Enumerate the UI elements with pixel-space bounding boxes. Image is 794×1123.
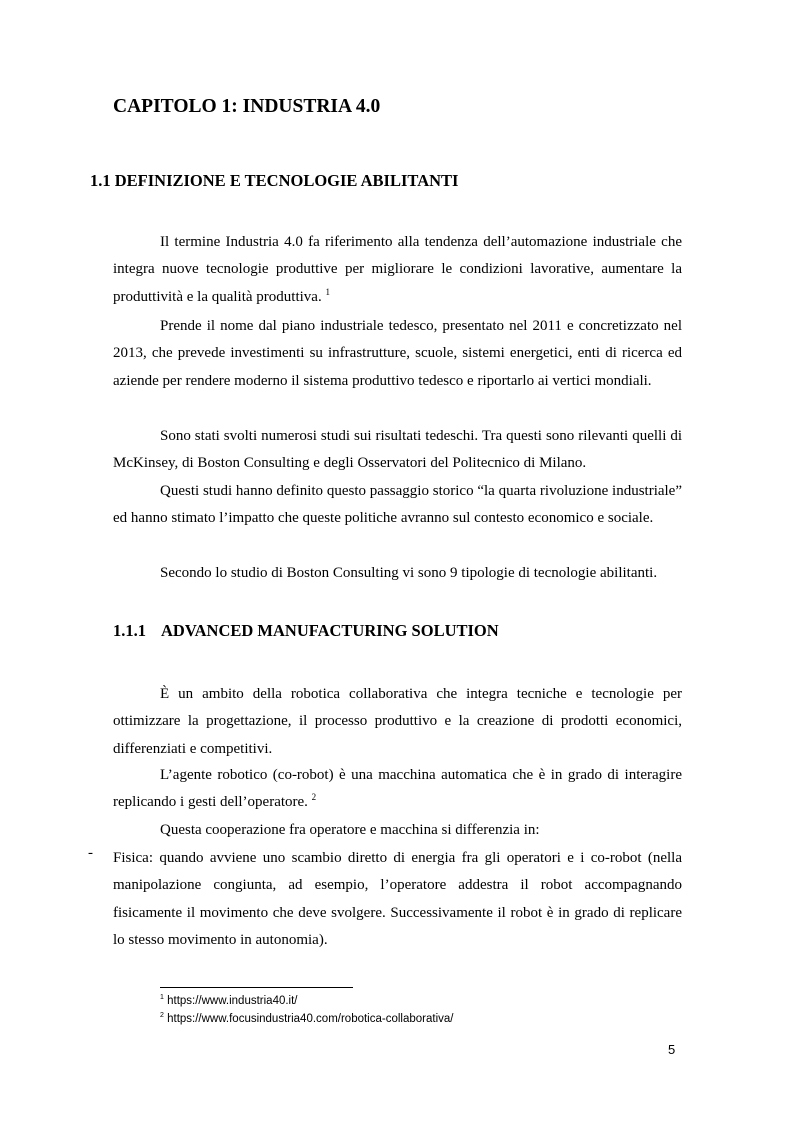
paragraph-text: Il termine Industria 4.0 fa riferimento alla tendenza dell’automazione industriale che integra nuove tecnologie produttive per migliorare le condizioni lavorative, aumentare la produttività e la qualità produttiva. xyxy=(113,234,682,305)
chapter-title: CAPITOLO 1: INDUSTRIA 4.0 xyxy=(113,96,381,117)
paragraph-co-robot xyxy=(113,762,682,817)
footnote-ref: 1 xyxy=(325,286,330,297)
footnote-2 xyxy=(160,1013,453,1025)
paragraph-origin: Prende il nome dal piano industriale tedesco, presentato nel 2011 e concretizzato nel 2013, che prevede investimenti su infrastrutture, scuole, sistemi energetici, enti di ricerca ed aziende per rendere moderno il sistema produttivo tedesco e riportarlo ai vertici mondiali. xyxy=(113,318,682,389)
section-title: 1.1 DEFINIZIONE E TECNOLOGIE ABILITANTI xyxy=(90,171,459,190)
subsection-title-text: ADVANCED MANUFACTURING SOLUTION xyxy=(161,621,499,640)
footnote-1 xyxy=(160,995,298,1007)
paragraph-robotics: È un ambito della robotica collaborativa che integra tecniche e tecnologie per ottimizzare la progettazione, il processo produttivo e la creazione di prodotti economici, differenziati e competitivi. xyxy=(113,686,682,757)
footnote-ref: 2 xyxy=(311,792,317,803)
paragraph-studies: Sono stati svolti numerosi studi sui risultati tedeschi. Tra questi sono rilevanti quelli di McKinsey, di Boston Consulting e degli Osservatori del Politecnico di Milano. xyxy=(113,428,682,472)
footnote-mark: 1 xyxy=(160,994,164,1002)
paragraph-cooperation: Questa cooperazione fra operatore e macchina si differenzia in: xyxy=(160,822,540,838)
footnote-link[interactable]: https://www.industria40.it/ xyxy=(167,995,298,1007)
paragraph-text: L’agente robotico (co-robot) è una macchina automatica che è in grado di interagire replicando i gesti dell’operatore. xyxy=(113,767,682,811)
paragraph-revolution: Questi studi hanno definito questo passaggio storico “la quarta rivoluzione industriale” ed hanno stimato l’impatto che queste politiche avranno sul contesto economico e sociale. xyxy=(113,483,682,527)
page-number: 5 xyxy=(668,1042,676,1057)
paragraph-technologies: Secondo lo studio di Boston Consulting vi sono 9 tipologie di tecnologie abilitanti. xyxy=(160,565,658,581)
footnote-link[interactable]: https://www.focusindustria40.com/robotica-collaborativa/ xyxy=(167,1013,454,1025)
subsection-title xyxy=(113,621,499,641)
footnote-mark: 2 xyxy=(160,1012,164,1020)
list-bullet: - xyxy=(88,845,93,861)
subsection-number: 1.1.1 xyxy=(113,621,146,640)
footnote-divider xyxy=(160,987,353,988)
list-item: Fisica: quando avviene uno scambio diretto di energia fra gli operatori e i co-robot (nella manipolazione congiunta, ad esempio, l’operatore addestra il robot accompagnando fisicamente il movimento che deve svolgere. Successivamente il robot è in grado di replicare lo stesso movimento in autonomia). xyxy=(113,850,682,949)
paragraph-definition xyxy=(113,229,682,311)
